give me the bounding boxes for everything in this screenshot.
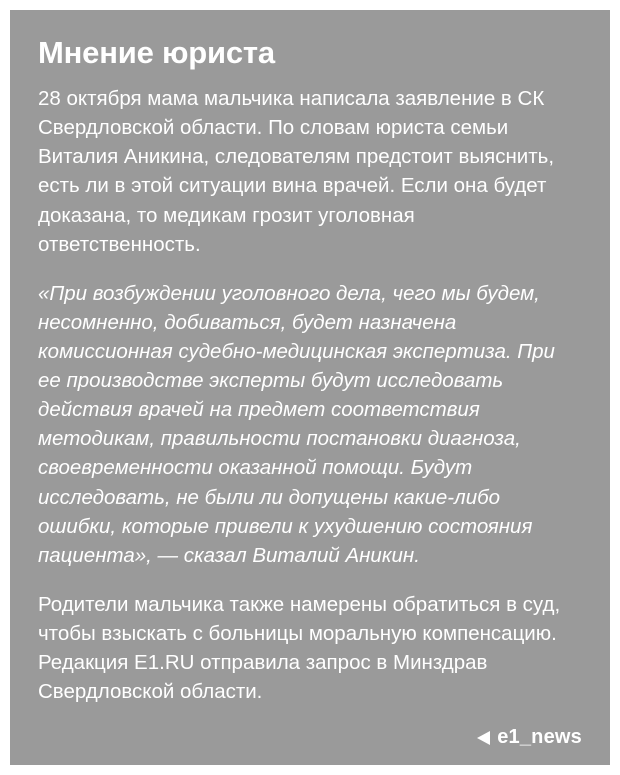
paragraph-quote: «При возбуждении уголовного дела, чего мы будем, несомненно, добиваться, будет назначена комиссионная судебно-медицинская экспертиза. При ее производстве эксперты будут исследовать действия врачей на предмет соответствия методикам, правильности постановки диагноза, своевременности оказанной помощи. Будут исследовать, не были ли допущены какие-либо ошибки, которые привели к ухудшению состояния пациента», — сказал Виталий Аникин. — [38, 281, 555, 567]
article-card — [10, 10, 610, 765]
paragraph-intro: 28 октября мама мальчика написала заявление в СК Свердловской области. По словам юриста семьи Виталия Аникина, следователям предстоит выяснить, есть ли в этой ситуации вина врачей. Если она будет доказана, то медикам грозит уголовная ответственность. — [38, 87, 555, 256]
paragraph-closing: Родители мальчика также намерены обратиться в суд, чтобы взыскать с больницы моральную компенсацию. Редакция E1.RU отправила запрос в Минздрав Свердловской области. — [38, 592, 561, 704]
page-title: Мнение юриста — [38, 35, 275, 70]
channel-handle: e1_news — [497, 726, 582, 748]
channel-footer — [477, 726, 582, 749]
send-icon — [477, 731, 490, 745]
